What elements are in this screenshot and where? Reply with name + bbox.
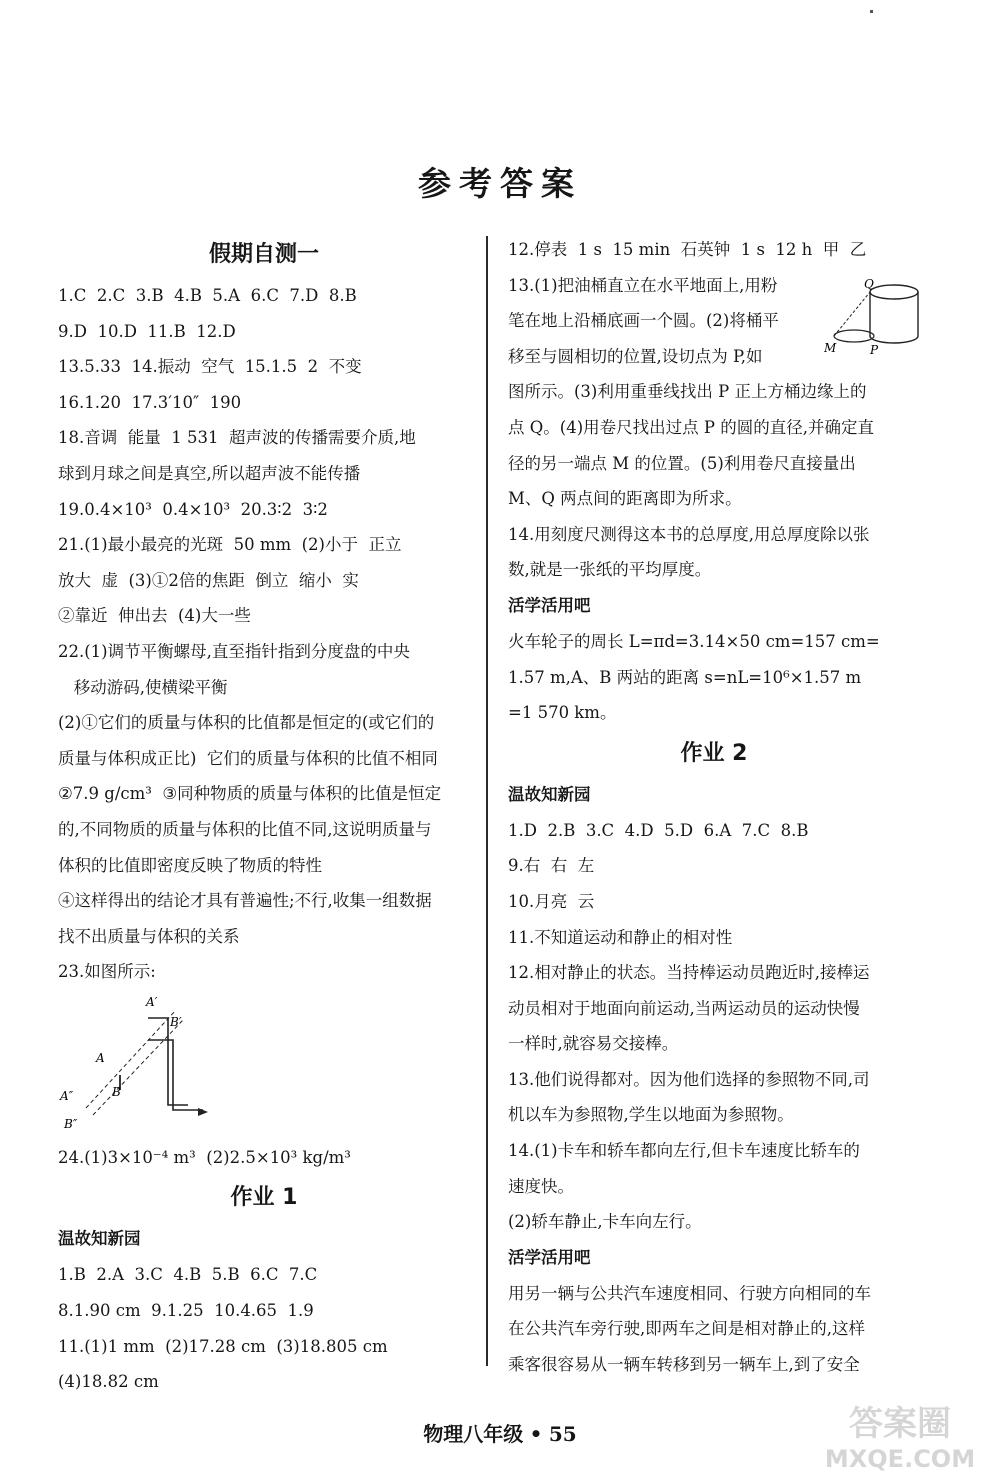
edge-dot [870, 10, 873, 13]
answer-line: ④这样得出的结论才具有普遍性;不行,收集一组数据 [58, 891, 432, 911]
cylinder-top [870, 285, 918, 299]
figure-label: A′ [146, 994, 158, 1009]
figure-label: B [112, 1084, 121, 1099]
label-m: M [824, 341, 837, 355]
answer-line: 19.0.4×10³ 0.4×10³ 20.3∶2 3∶2 [58, 499, 328, 519]
answer-line: 24.(1)3×10⁻⁴ m³ (2)2.5×10³ kg/m³ [58, 1147, 351, 1167]
answer-line: 点 Q。(4)用卷尺找出过点 P 的圆的直径,并确定直 [508, 417, 874, 437]
mirror-inner [148, 1040, 203, 1110]
mirror-outline [148, 1018, 188, 1105]
answer-line: (4)18.82 cm [58, 1372, 159, 1392]
answer-line: 体积的比值即密度反映了物质的特性 [58, 855, 322, 875]
column-divider [486, 236, 488, 1366]
answer-line: 数,就是一张纸的平均厚度。 [508, 560, 712, 580]
section-title: 假期自测一 [208, 242, 319, 267]
figure-label: B′ [170, 1014, 182, 1029]
answer-line: 找不出质量与体积的关系 [58, 926, 240, 946]
answer-line: 16.1.20 17.3′10″ 190 [58, 392, 242, 412]
figure-label: A [96, 1050, 105, 1065]
answer-line: 9.右 右 左 [508, 856, 595, 876]
answer-line: 21.(1)最小最亮的光斑 50 mm (2)小于 正立 [58, 535, 402, 555]
mirror-diagram [58, 990, 258, 1140]
answer-line: 12.停表 1 s 15 min 石英钟 1 s 12 h 甲 乙 [508, 240, 867, 259]
footer-subject: 物理八年级 [423, 1422, 524, 1446]
footer-separator: • [529, 1422, 543, 1446]
answer-line: 12.相对静止的状态。当持棒运动员跑近时,接棒运 [508, 963, 870, 983]
watermark-text-1: 答案圈 [849, 1404, 951, 1444]
figure-label: A″ [60, 1088, 74, 1103]
answer-line: 用另一辆与公共汽车速度相同、行驶方向相同的车 [508, 1283, 871, 1303]
answer-line: 13.他们说得都对。因为他们选择的参照物不同,司 [508, 1069, 870, 1089]
measure-line-mq [834, 292, 870, 336]
left-column [58, 232, 470, 1400]
answer-line: 速度快。 [508, 1176, 574, 1196]
answer-line: (2)①它们的质量与体积的比值都是恒定的(或它们的 [58, 713, 435, 733]
answer-line: 1.57 m,A、B 两站的距离 s=nL=10⁶×1.57 m [508, 667, 862, 687]
watermark-logo [800, 1395, 1000, 1476]
answer-line: M、Q 两点间的距离即为所求。 [508, 489, 742, 509]
footer-page-number: 55 [548, 1422, 577, 1446]
answer-figure [58, 990, 470, 1140]
answer-line: 9.D 10.D 11.B 12.D [58, 321, 236, 341]
answer-line: ②7.9 g/cm³ ③同种物质的质量与体积的比值是恒定 [58, 784, 442, 804]
section-title: 作业 1 [230, 1185, 298, 1211]
answer-line: 放大 虚 (3)①2倍的焦距 倒立 缩小 实 [58, 570, 359, 590]
label-q: Q [864, 278, 874, 291]
answer-line: 14.(1)卡车和轿车都向左行,但卡车速度比轿车的 [508, 1141, 860, 1161]
answer-line: 乘客很容易从一辆车转移到另一辆车上,到了安全 [508, 1355, 860, 1375]
answer-line: (2)轿车静止,卡车向左行。 [508, 1212, 702, 1232]
ground-circle [834, 330, 874, 342]
answer-line: 13.(1)把油桶直立在水平地面上,用粉 [508, 275, 778, 295]
answer-line: =1 570 km。 [508, 703, 617, 723]
answer-line: 1.B 2.A 3.C 4.B 5.B 6.C 7.C [58, 1265, 318, 1285]
answer-line: 质量与体积成正比) 它们的质量与体积的比值不相同 [58, 748, 438, 768]
section-title: 作业 2 [680, 740, 748, 766]
section-subtitle: 活学活用吧 [508, 1247, 591, 1267]
answer-line: 的,不同物质的质量与体积的比值不同,这说明质量与 [58, 819, 432, 839]
answer-line: 火车轮子的周长 L=πd=3.14×50 cm=157 cm= [508, 631, 880, 651]
answer-line: 1.D 2.B 3.C 4.D 5.D 6.A 7.C 8.B [508, 820, 809, 840]
page-title: 参考答案 [418, 164, 582, 203]
section-subtitle: 活学活用吧 [508, 595, 591, 615]
reflect-line-b [93, 1020, 183, 1115]
answer-line: 13.5.33 14.振动 空气 15.1.5 2 不变 [58, 357, 362, 377]
answer-line: 11.(1)1 mm (2)17.28 cm (3)18.805 cm [58, 1336, 388, 1356]
answer-line: 1.C 2.C 3.B 4.B 5.A 6.C 7.D 8.B [58, 286, 357, 305]
answer-line: 移至与圆相切的位置,设切点为 P,如 [508, 346, 763, 366]
answer-line: 径的另一端点 M 的位置。(5)利用卷尺直接量出 [508, 453, 856, 473]
watermark-text-2: MXQE.COM [824, 1445, 976, 1473]
answer-line: 8.1.90 cm 9.1.25 10.4.65 1.9 [58, 1301, 314, 1321]
answer-line: 23.如图所示: [58, 962, 156, 982]
cylinder-figure [824, 278, 934, 368]
cylinder-bottom [870, 336, 918, 343]
answer-line: 11.不知道运动和静止的相对性 [508, 927, 733, 947]
answer-line: 一样时,就容易交接棒。 [508, 1034, 679, 1054]
section-subtitle: 温故知新园 [58, 1229, 141, 1249]
right-column [508, 232, 920, 1383]
answer-line: 18.音调 能量 1 531 超声波的传播需要介质,地 [58, 428, 416, 448]
answer-line: 10.月亮 云 [508, 891, 595, 911]
label-p: P [870, 343, 879, 357]
answer-line: 笔在地上沿桶底画一个圆。(2)将桶平 [508, 311, 779, 331]
section-subtitle: 温故知新园 [508, 784, 591, 804]
answer-line: 机以车为参照物,学生以地面为参照物。 [508, 1105, 794, 1125]
answer-line: 球到月球之间是真空,所以超声波不能传播 [58, 463, 361, 483]
answer-line: 动员相对于地面向前运动,当两运动员的运动快慢 [508, 998, 860, 1018]
answer-line: 图所示。(3)利用重垂线找出 P 正上方桶边缘上的 [508, 382, 867, 402]
answer-line: 14.用刻度尺测得这本书的总厚度,用总厚度除以张 [508, 524, 870, 544]
answer-line: ②靠近 伸出去 (4)大一些 [58, 606, 251, 626]
figure-label: B″ [64, 1116, 78, 1131]
ray-arrowhead [198, 1108, 208, 1116]
answer-line: 22.(1)调节平衡螺母,直至指针指到分度盘的中央 [58, 641, 410, 661]
answer-line: 移动游码,使横梁平衡 [58, 677, 228, 697]
answer-line: 在公共汽车旁行驶,即两车之间是相对静止的,这样 [508, 1319, 865, 1339]
